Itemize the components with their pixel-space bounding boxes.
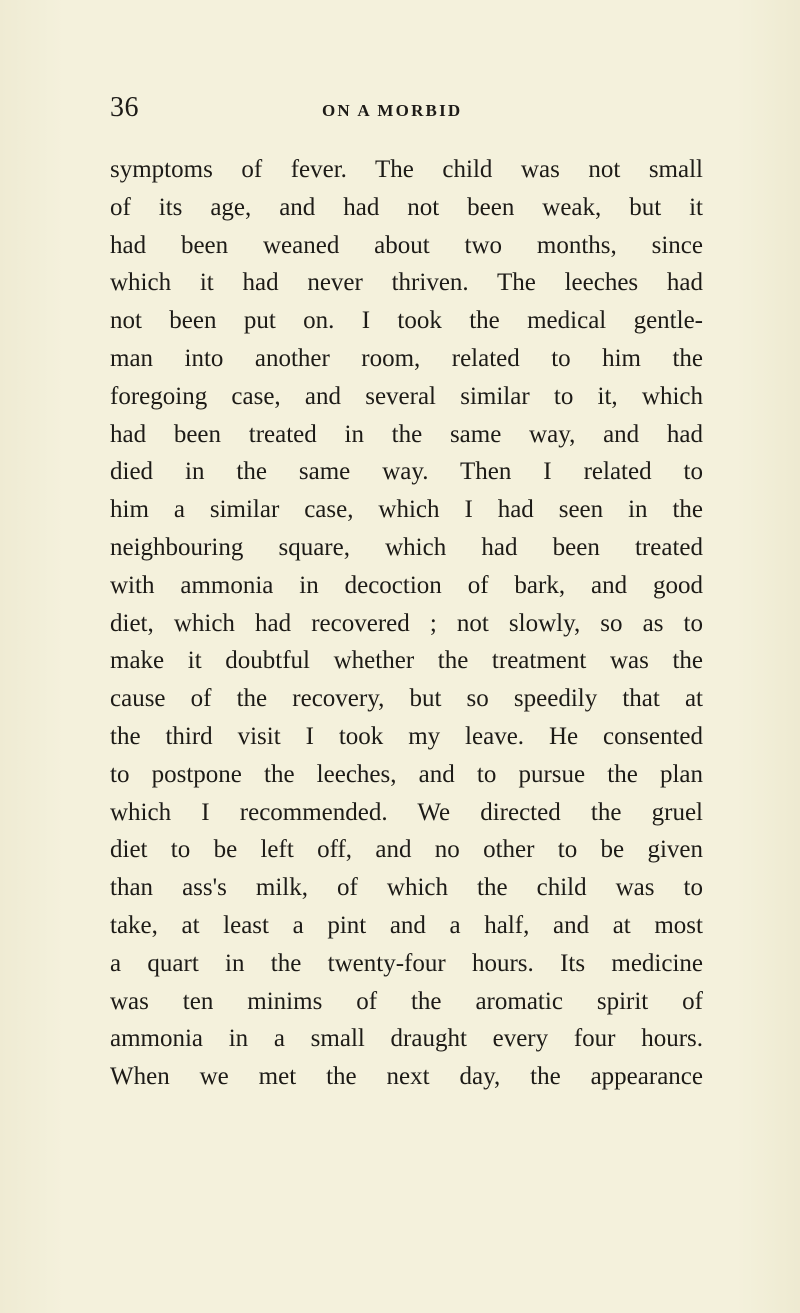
text-line: was ten minims of the aromatic spirit of — [110, 987, 703, 1015]
text-line: cause of the recovery, but so speedily that at — [110, 685, 703, 713]
text-line: diet to be left off, and no other to be given — [110, 836, 703, 864]
page-number: 36 — [110, 92, 139, 123]
text-line: foregoing case, and several similar to it, which — [110, 382, 703, 410]
body-text — [110, 151, 703, 1096]
text-line: When we met the next day, the appearance — [110, 1063, 703, 1091]
text-line: man into another room, related to him the — [110, 344, 703, 372]
text-line: which it had never thriven. The leeches had — [110, 269, 703, 297]
text-line: with ammonia in decoction of bark, and good — [110, 571, 703, 599]
text-line: had been weaned about two months, since — [110, 231, 703, 259]
text-line: died in the same way. Then I related to — [110, 458, 703, 486]
text-line: had been treated in the same way, and had — [110, 420, 703, 448]
text-line: the third visit I took my leave. He consented — [110, 722, 703, 750]
text-line: not been put on. I took the medical gentle- — [110, 307, 703, 335]
text-line: diet, which had recovered ; not slowly, so as to — [110, 609, 703, 637]
text-line: him a similar case, which I had seen in the — [110, 496, 703, 524]
text-line: to postpone the leeches, and to pursue the plan — [110, 760, 703, 788]
text-line: symptoms of fever. The child was not small — [110, 156, 703, 183]
text-line: of its age, and had not been weak, but it — [110, 193, 703, 221]
page-header — [110, 92, 703, 132]
text-line: make it doubtful whether the treatment was the — [110, 647, 703, 675]
text-line: neighbouring square, which had been treated — [110, 533, 703, 561]
text-line: than ass's milk, of which the child was to — [110, 874, 703, 902]
text-line: which I recommended. We directed the gruel — [110, 798, 703, 826]
running-head: ON A MORBID — [322, 101, 463, 120]
text-line: take, at least a pint and a half, and at most — [110, 911, 703, 939]
text-line: a quart in the twenty-four hours. Its medicine — [110, 949, 703, 977]
text-line: ammonia in a small draught every four hours. — [110, 1025, 703, 1053]
